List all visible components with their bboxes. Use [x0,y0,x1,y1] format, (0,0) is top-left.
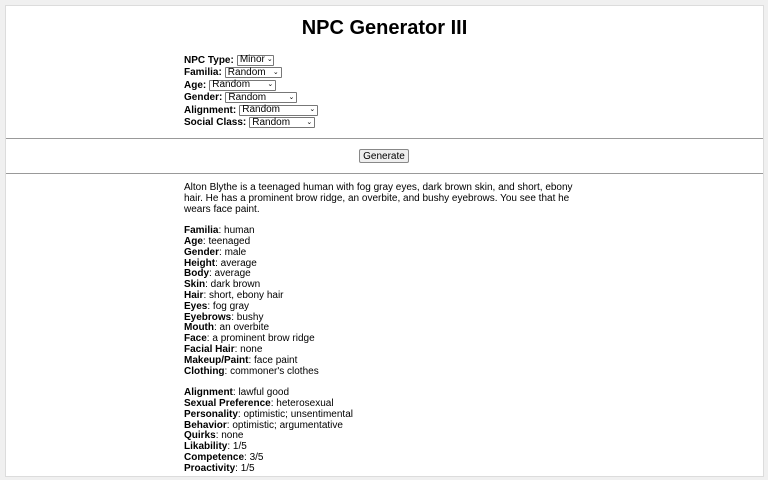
page [5,5,764,477]
attribute-label: Height [184,257,216,269]
form-row [184,79,318,92]
attribute-label: Quirks [184,430,216,442]
attribute-label: Clothing [184,365,225,377]
attribute-label: Body [184,268,209,280]
attribute-label: Hair [184,289,204,301]
attribute-label: Mouth [184,322,214,334]
attribute-row [184,421,584,432]
npc-type-select[interactable] [237,55,274,66]
attribute-value: : a prominent brow ridge [206,333,315,345]
attribute-value: : none [215,430,244,442]
personality-attributes [184,388,584,474]
attribute-value: : optimistic; argumentative [226,419,343,431]
page-title: NPC Generator III [301,17,468,39]
form-row [184,117,318,130]
npc-result [184,183,584,475]
attribute-label: Familia [184,225,219,237]
form-row [184,92,318,105]
attribute-label: Facial Hair [184,343,235,355]
generate-button[interactable]: Generate [359,149,409,163]
attribute-value: : average [215,257,257,269]
social-class-select[interactable] [249,117,315,128]
chevron-down-icon: ⌄ [309,106,316,114]
chevron-down-icon: ⌄ [266,56,273,64]
age-label: Age: [184,79,207,91]
social-class-label: Social Class: [184,117,247,129]
divider-bottom [6,173,763,174]
alignment-select[interactable] [239,105,318,116]
attribute-label: Proactivity [184,462,236,474]
attribute-value: : bushy [231,311,264,323]
attribute-value: : teenaged [202,235,251,247]
alignment-value: Random [242,104,281,116]
attribute-value: : an overbite [214,322,270,334]
familia-select[interactable] [225,67,282,78]
attribute-label: Sexual Preference [184,397,271,409]
attribute-label: Skin [184,279,206,291]
form-row [184,104,318,117]
attribute-label: Eyebrows [184,311,232,323]
familia-value: Random [227,66,266,78]
attribute-label: Behavior [184,419,227,431]
attribute-value: : dark brown [205,279,261,291]
gender-label: Gender: [184,92,223,104]
form-row [184,54,318,67]
attribute-value: : 1/5 [235,462,255,474]
attribute-label: Age [184,235,203,247]
npc-description: Alton Blythe is a teenaged human with fog gray eyes, dark brown skin, and short, ebony hair. He has a prominent brow ridge, an overbite, and bushy eyebrows. You see that he wears face paint. [184,182,573,215]
attribute-value: : 1/5 [227,441,247,453]
attribute-value: : 3/5 [244,451,264,463]
attribute-label: Alignment [184,387,233,399]
attribute-value: : male [219,246,247,258]
form-row [184,67,318,80]
attribute-value: : none [234,343,263,355]
generator-form [184,54,318,129]
attribute-label: Competence [184,451,245,463]
attribute-row [184,367,584,378]
social-class-value: Random [252,116,291,128]
attribute-value: : short, ebony hair [203,289,284,301]
npc-type-value: Minor [239,54,265,66]
attribute-value: : average [209,268,251,280]
attribute-label: Likability [184,441,228,453]
alignment-label: Alignment: [184,104,237,116]
attribute-value: : face paint [248,354,298,366]
attribute-label: Eyes [184,300,208,312]
attribute-label: Gender [184,246,220,258]
attribute-row [184,464,584,475]
physical-attributes [184,226,584,377]
attribute-value: : optimistic; unsentimental [237,408,353,420]
attribute-label: Personality [184,408,238,420]
divider-top [6,138,763,139]
attribute-value: : human [218,225,255,237]
attribute-label: Face [184,333,207,345]
chevron-down-icon: ⌄ [267,81,274,89]
attribute-value: : fog gray [207,300,250,312]
attribute-value: : lawful good [232,387,290,399]
familia-label: Familia: [184,67,222,79]
age-select[interactable] [209,80,276,91]
attribute-label: Makeup/Paint [184,354,249,366]
chevron-down-icon: ⌄ [272,68,279,76]
attribute-value: : commoner's clothes [224,365,319,377]
gender-select[interactable] [225,92,297,103]
chevron-down-icon: ⌄ [288,93,295,101]
attribute-value: : heterosexual [270,397,334,409]
gender-value: Random [228,91,267,103]
npc-type-label: NPC Type: [184,54,234,66]
chevron-down-icon: ⌄ [306,118,313,126]
age-value: Random [212,79,251,91]
